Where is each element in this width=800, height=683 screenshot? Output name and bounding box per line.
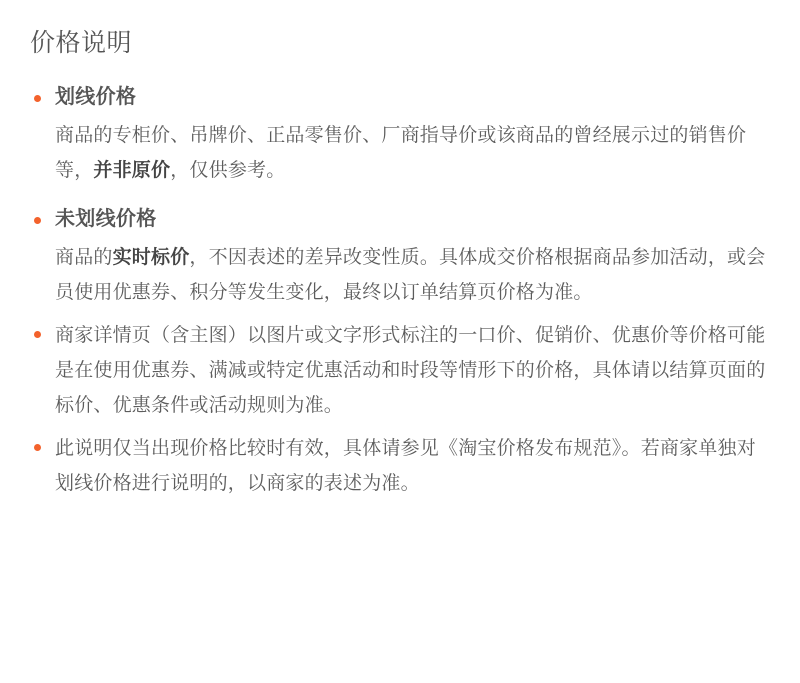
- list-item-scope-note: [30, 431, 766, 501]
- bullet-icon: [34, 331, 41, 338]
- bullet-icon: [34, 444, 41, 451]
- body-text-post: ，不因表述的差异改变性质。具体成交价格根据商品参加活动，或会员使用优惠券、积分等发生变化，最终以订单结算页价格为准。: [55, 247, 766, 303]
- body-text-emphasis: 实时标价: [112, 247, 190, 268]
- section-body: 此说明仅当出现价格比较时有效，具体请参见《淘宝价格发布规范》。若商家单独对划线价格进行说明的，以商家的表述为准。: [55, 438, 756, 494]
- bullet-icon: [34, 95, 41, 102]
- section-heading: 划线价格: [55, 86, 137, 108]
- section-body: 商家详情页（含主图）以图片或文字形式标注的一口价、促销价、优惠价等价格可能是在使用优惠券、满减或特定优惠活动和时段等情形下的价格，具体请以结算页面的标价、优惠条件或活动规则为准。: [55, 325, 766, 416]
- page-title: 价格说明: [30, 29, 133, 57]
- body-text-emphasis: 并非原价: [93, 160, 171, 181]
- body-text-pre: 商品的专柜价、吊牌价、正品零售价、厂商指导价或该商品的曾经展示过的销售价等，: [55, 125, 747, 181]
- list-item-merchant-detail-page: [30, 318, 766, 423]
- section-heading: 未划线价格: [55, 208, 157, 230]
- list-item-strikethrough-price: [30, 82, 766, 188]
- bullet-icon: [34, 217, 41, 224]
- body-text-pre: 商品的: [55, 247, 113, 268]
- list-item-non-strikethrough-price: [30, 204, 766, 310]
- price-rules-list: [30, 82, 766, 501]
- section-body: [55, 118, 766, 188]
- section-body: [55, 240, 766, 310]
- body-text-post: ，仅供参考。: [170, 160, 286, 181]
